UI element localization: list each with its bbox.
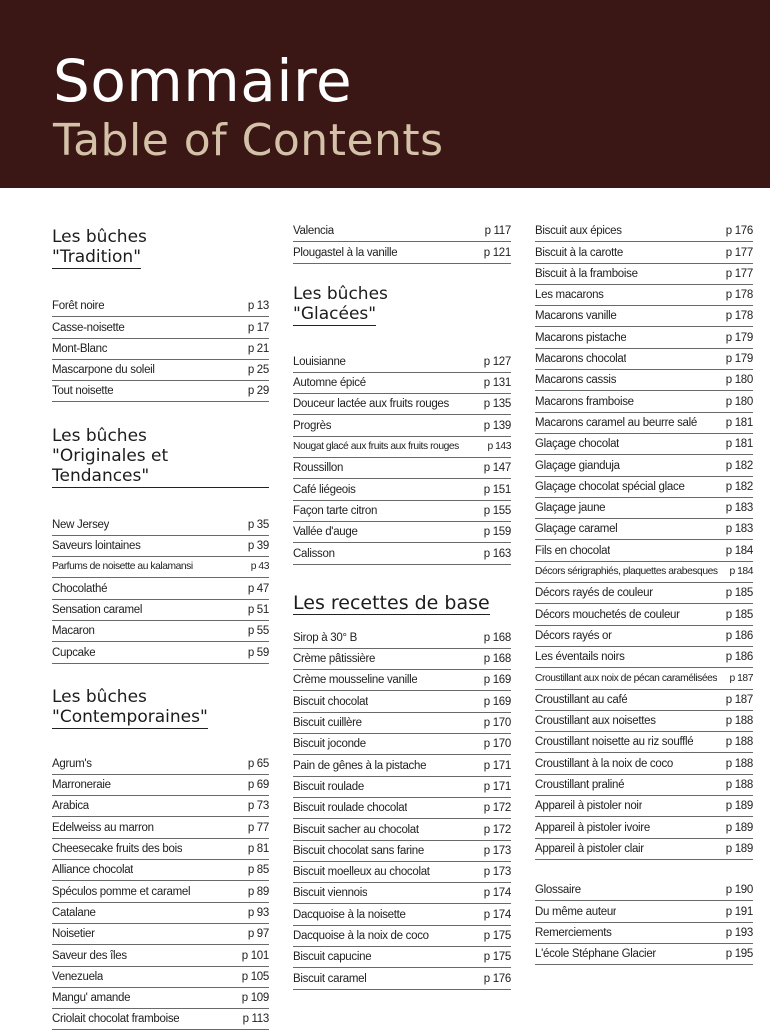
toc-entry-page: p 188 <box>725 779 753 792</box>
toc-entry[interactable] <box>535 583 753 604</box>
toc-entry-page: p 180 <box>725 395 753 408</box>
toc-entry-page: p 143 <box>487 441 511 453</box>
toc-entry-title: Décors rayés de couleur <box>535 587 653 600</box>
toc-entry-page: p 13 <box>247 300 269 313</box>
toc-entry[interactable] <box>535 242 753 263</box>
toc-entry-page: p 117 <box>484 225 511 238</box>
toc-entry-title: Saveurs lointaines <box>52 540 141 553</box>
toc-entry-title: Marroneraie <box>52 779 111 792</box>
section-heading-line: Les recettes de base <box>293 591 490 614</box>
toc-entry-page: p 163 <box>483 547 511 560</box>
section-heading-line: "Tradition" <box>52 247 142 267</box>
toc-entry-page: p 182 <box>725 480 753 493</box>
toc-entry-page: p 109 <box>241 992 269 1005</box>
toc-entry-page: p 186 <box>725 629 753 642</box>
toc-entry[interactable] <box>293 862 511 883</box>
toc-entry-page: p 168 <box>483 631 511 644</box>
toc-entry-page: p 175 <box>483 930 511 943</box>
toc-entry[interactable] <box>535 413 753 434</box>
toc-entry[interactable] <box>535 477 753 498</box>
toc-entry-title: Venezuela <box>52 970 104 983</box>
toc-entry-page: p 187 <box>729 672 753 684</box>
toc-entry-page: p 178 <box>725 310 753 323</box>
toc-entry-page: p 179 <box>725 331 753 344</box>
toc-entry-page: p 178 <box>725 289 753 302</box>
toc-section <box>293 593 511 990</box>
toc-entry-title: Glaçage gianduja <box>535 459 620 472</box>
toc-entry-page: p 195 <box>725 948 753 961</box>
toc-entry-title: Croustillant praliné <box>535 779 625 792</box>
toc-entry-page: p 39 <box>247 540 269 553</box>
section-heading-line: Les bûches <box>52 686 147 707</box>
toc-entry[interactable] <box>535 901 753 922</box>
toc-entry[interactable] <box>535 796 753 817</box>
toc-entry-page: p 176 <box>483 972 511 985</box>
toc-entry-page: p 77 <box>247 821 269 834</box>
toc-entry-page: p 188 <box>725 715 753 728</box>
header-banner <box>0 0 770 188</box>
toc-entry-title: Crème mousseline vanille <box>293 674 418 687</box>
toc-section <box>293 221 511 264</box>
toc-entry[interactable] <box>52 339 269 360</box>
toc-entry-title: Sensation caramel <box>52 603 143 616</box>
toc-entry[interactable] <box>535 880 753 901</box>
toc-entry[interactable] <box>52 945 269 966</box>
toc-entry-title: Biscuit sacher au chocolat <box>293 823 419 836</box>
toc-entry-page: p 139 <box>483 419 511 432</box>
toc-entry-title: Remerciements <box>535 926 612 939</box>
toc-entry[interactable] <box>535 753 753 774</box>
toc-entry-page: p 105 <box>241 970 269 983</box>
toc-entry[interactable] <box>535 370 753 391</box>
toc-entry-title: Biscuit viennois <box>293 887 368 900</box>
toc-entry[interactable] <box>293 670 511 691</box>
toc-entry[interactable] <box>52 839 269 860</box>
toc-entry-title: Glaçage chocolat spécial glace <box>535 480 685 493</box>
toc-entry-title: Appareil à pistoler noir <box>535 800 643 813</box>
toc-entry-title: Sirop à 30° B <box>293 631 357 644</box>
toc-entry[interactable] <box>293 221 511 242</box>
toc-entry[interactable] <box>535 668 753 689</box>
toc-entry-title: Douceur lactée aux fruits rouges <box>293 398 449 411</box>
toc-entry-title: Chocolathé <box>52 582 108 595</box>
toc-entry-title: L'école Stéphane Glacier <box>535 948 656 961</box>
toc-entry-title: Biscuit à la framboise <box>535 267 638 280</box>
toc-entry[interactable] <box>535 519 753 540</box>
toc-entry-title: Cheesecake fruits des bois <box>52 843 183 856</box>
toc-entry-page: p 127 <box>483 355 511 368</box>
toc-entry-title: Edelweiss au marron <box>52 821 154 834</box>
toc-entry[interactable] <box>52 775 269 796</box>
toc-entry-page: p 151 <box>483 483 511 496</box>
toc-entry[interactable] <box>52 967 269 988</box>
section-heading <box>293 284 511 326</box>
toc-entry[interactable] <box>293 819 511 840</box>
toc-entry-title: Macarons pistache <box>535 331 627 344</box>
toc-entry-title: Cupcake <box>52 646 96 659</box>
toc-entry[interactable] <box>535 306 753 327</box>
toc-entry-page: p 171 <box>483 759 511 772</box>
toc-entry[interactable] <box>535 540 753 561</box>
toc-entry-page: p 185 <box>725 608 753 621</box>
toc-entry-page: p 73 <box>247 800 269 813</box>
section-heading <box>293 593 511 615</box>
toc-entry[interactable] <box>293 458 511 479</box>
toc-entry-page: p 21 <box>247 342 269 355</box>
toc-entry-title: Macarons framboise <box>535 395 634 408</box>
toc-entry-page: p 101 <box>241 949 269 962</box>
toc-entry[interactable] <box>293 777 511 798</box>
toc-entry[interactable] <box>293 522 511 543</box>
toc-entry-title: New Jersey <box>52 518 110 531</box>
toc-entry[interactable] <box>535 775 753 796</box>
toc-entry-page: p 89 <box>247 885 269 898</box>
toc-entry-page: p 187 <box>725 693 753 706</box>
toc-entry[interactable] <box>293 968 511 989</box>
toc-entry-page: p 155 <box>483 504 511 517</box>
toc-entry[interactable] <box>535 327 753 348</box>
toc-entry-title: Croustillant noisette au riz soufflé <box>535 736 694 749</box>
toc-entry-page: p 113 <box>242 1013 269 1026</box>
toc-entry-title: Fils en chocolat <box>535 544 611 557</box>
toc-entry[interactable] <box>535 349 753 370</box>
toc-entry-page: p 182 <box>725 459 753 472</box>
toc-entry-title: Glaçage caramel <box>535 523 618 536</box>
toc-entry-title: Forêt noire <box>52 300 105 313</box>
toc-column-1 <box>52 221 269 1030</box>
toc-entry-page: p 47 <box>247 582 269 595</box>
toc-entry-page: p 177 <box>725 267 753 280</box>
toc-entry-title: Façon tarte citron <box>293 504 378 517</box>
toc-entry-page: p 184 <box>725 544 753 557</box>
toc-entry-page: p 17 <box>247 321 269 334</box>
toc-entry-title: Biscuit roulade <box>293 780 364 793</box>
toc-entry[interactable] <box>293 904 511 925</box>
toc-entry[interactable] <box>293 691 511 712</box>
section-heading-line: Les bûches <box>293 283 388 304</box>
toc-entry-page: p 180 <box>725 374 753 387</box>
toc-entry-title: Macaron <box>52 625 95 638</box>
toc-entry-page: p 93 <box>247 906 269 919</box>
toc-section <box>535 880 753 965</box>
section-heading <box>52 227 269 269</box>
toc-section <box>535 221 753 860</box>
toc-entry[interactable] <box>535 923 753 944</box>
toc-entry[interactable] <box>293 373 511 394</box>
toc-entry[interactable] <box>52 642 269 663</box>
toc-entry[interactable] <box>535 434 753 455</box>
toc-entry-title: Arabica <box>52 800 89 813</box>
section-heading-line: Les bûches <box>52 426 147 447</box>
toc-entry-title: Agrum's <box>52 757 92 770</box>
toc-entry[interactable] <box>52 881 269 902</box>
toc-entry-title: Mont-Blanc <box>52 342 108 355</box>
toc-entry-page: p 173 <box>483 844 511 857</box>
toc-entry-page: p 189 <box>725 800 753 813</box>
toc-entry-page: p 97 <box>247 928 269 941</box>
toc-entry-page: p 172 <box>483 823 511 836</box>
toc-entry-page: p 173 <box>483 866 511 879</box>
toc-entry-page: p 69 <box>247 779 269 792</box>
toc-entry-page: p 131 <box>483 377 511 390</box>
toc-entry[interactable] <box>293 501 511 522</box>
toc-entry-title: Mascarpone du soleil <box>52 364 155 377</box>
toc-entry-page: p 176 <box>725 225 753 238</box>
toc-entry[interactable] <box>535 944 753 965</box>
toc-entry-title: Biscuit à la carotte <box>535 246 623 259</box>
toc-entry-page: p 174 <box>483 887 511 900</box>
toc-entry[interactable] <box>52 557 269 578</box>
toc-section <box>293 284 511 565</box>
toc-entry-page: p 189 <box>725 842 753 855</box>
toc-entry-title: Décors sérigraphiés, plaquettes arabesques <box>535 566 718 578</box>
toc-entry-title: Tout noisette <box>52 385 114 398</box>
toc-entry[interactable] <box>293 479 511 500</box>
toc-entry[interactable] <box>535 732 753 753</box>
toc-entry-title: Biscuit aux épices <box>535 225 622 238</box>
toc-entry-page: p 170 <box>483 738 511 751</box>
toc-entry-title: Biscuit chocolat sans farine <box>293 844 424 857</box>
toc-entry[interactable] <box>535 562 753 583</box>
toc-entry-title: Biscuit chocolat <box>293 695 369 708</box>
toc-entry-title: Croustillant au café <box>535 693 628 706</box>
toc-entry-title: Pain de gênes à la pistache <box>293 759 427 772</box>
toc-entry[interactable] <box>52 903 269 924</box>
toc-entry-title: Vallée d'auge <box>293 526 358 539</box>
section-heading-line: Les bûches <box>52 227 147 247</box>
toc-entry[interactable] <box>293 926 511 947</box>
toc-entry[interactable] <box>535 221 753 242</box>
toc-entry[interactable] <box>535 647 753 668</box>
toc-entry-title: Alliance chocolat <box>52 864 134 877</box>
toc-entry-title: Biscuit cuillère <box>293 717 362 730</box>
toc-entry-title: Valencia <box>293 225 334 238</box>
toc-entry-page: p 184 <box>729 566 753 578</box>
toc-entry-title: Nougat glacé aux fruits aux fruits rouges <box>293 441 459 453</box>
toc-entry-title: Parfums de noisette au kalamansi <box>52 561 193 573</box>
toc-entry-page: p 135 <box>483 398 511 411</box>
toc-entry-title: Calisson <box>293 547 335 560</box>
toc-entry[interactable] <box>52 360 269 381</box>
toc-entry-page: p 172 <box>483 802 511 815</box>
toc-entry-page: p 85 <box>247 864 269 877</box>
toc-entry-title: Appareil à pistoler clair <box>535 842 644 855</box>
toc-column-3 <box>535 221 753 965</box>
toc-entry[interactable] <box>535 285 753 306</box>
toc-entry-title: Automne épicé <box>293 377 366 390</box>
toc-entry[interactable] <box>293 352 511 373</box>
toc-entry-title: Croustillant à la noix de coco <box>535 757 674 770</box>
toc-entry-page: p 147 <box>483 462 511 475</box>
toc-entry-title: Casse-noisette <box>52 321 125 334</box>
toc-entry-title: Du même auteur <box>535 905 617 918</box>
toc-entry[interactable] <box>293 841 511 862</box>
section-heading <box>52 687 269 729</box>
toc-entry-page: p 171 <box>483 780 511 793</box>
toc-entry[interactable] <box>293 734 511 755</box>
toc-entry[interactable] <box>52 514 269 535</box>
toc-entry-page: p 59 <box>247 646 269 659</box>
toc-entry[interactable] <box>293 947 511 968</box>
toc-entry[interactable] <box>293 242 511 263</box>
toc-entry-page: p 170 <box>483 717 511 730</box>
toc-entry-page: p 29 <box>247 385 269 398</box>
toc-section <box>52 227 269 402</box>
toc-entry[interactable] <box>52 600 269 621</box>
toc-entry-title: Dacquoise à la noisette <box>293 908 406 921</box>
toc-entry-page: p 169 <box>483 674 511 687</box>
toc-entry-title: Roussillon <box>293 462 344 475</box>
toc-entry-page: p 189 <box>725 821 753 834</box>
toc-entry-title: Macarons caramel au beurre salé <box>535 416 698 429</box>
toc-entry[interactable] <box>535 711 753 732</box>
toc-entry-page: p 179 <box>725 353 753 366</box>
toc-entry[interactable] <box>52 860 269 881</box>
toc-entry-title: Macarons cassis <box>535 374 617 387</box>
toc-entry-title: Louisianne <box>293 355 346 368</box>
toc-entry-title: Macarons chocolat <box>535 353 627 366</box>
toc-entry-title: Spéculos pomme et caramel <box>52 885 191 898</box>
toc-entry[interactable] <box>52 296 269 317</box>
toc-entry[interactable] <box>293 394 511 415</box>
toc-entry[interactable] <box>535 604 753 625</box>
toc-entry-page: p 81 <box>247 843 269 856</box>
toc-entry-title: Saveur des îles <box>52 949 127 962</box>
toc-entry-page: p 174 <box>483 908 511 921</box>
toc-entry-page: p 121 <box>483 246 511 259</box>
toc-entry-title: Biscuit caramel <box>293 972 367 985</box>
toc-entry[interactable] <box>293 628 511 649</box>
toc-column-2 <box>293 221 511 990</box>
toc-entry-title: Café liégeois <box>293 483 356 496</box>
toc-entry[interactable] <box>52 1009 269 1030</box>
toc-entry[interactable] <box>52 817 269 838</box>
toc-entry-title: Décors mouchetés de couleur <box>535 608 680 621</box>
toc-entry-page: p 35 <box>247 518 269 531</box>
toc-entry-page: p 181 <box>725 438 753 451</box>
toc-entry[interactable] <box>52 536 269 557</box>
toc-entry[interactable] <box>535 839 753 860</box>
toc-entry[interactable] <box>293 755 511 776</box>
toc-entry-title: Macarons vanille <box>535 310 617 323</box>
toc-entry[interactable] <box>535 817 753 838</box>
toc-entry-title: Progrès <box>293 419 332 432</box>
toc-entry[interactable] <box>52 988 269 1009</box>
toc-entry-page: p 169 <box>483 695 511 708</box>
toc-entry-title: Glaçage chocolat <box>535 438 620 451</box>
toc-entry[interactable] <box>293 437 511 458</box>
toc-entry-title: Croustillant aux noisettes <box>535 715 656 728</box>
toc-entry[interactable] <box>535 391 753 412</box>
toc-entry-page: p 65 <box>247 757 269 770</box>
toc-entry-title: Les éventails noirs <box>535 651 625 664</box>
toc-entry-page: p 191 <box>725 905 753 918</box>
toc-entry-title: Glossaire <box>535 884 581 897</box>
toc-entry[interactable] <box>52 621 269 642</box>
toc-entry-title: Appareil à pistoler ivoire <box>535 821 650 834</box>
toc-entry-title: Biscuit moelleux au chocolat <box>293 866 430 879</box>
section-heading-line: "Originales et Tendances" <box>52 446 269 488</box>
toc-entry[interactable] <box>52 317 269 338</box>
toc-entry[interactable] <box>52 578 269 599</box>
toc-entry-page: p 185 <box>725 587 753 600</box>
toc-entry-page: p 183 <box>725 502 753 515</box>
toc-entry-page: p 177 <box>725 246 753 259</box>
section-heading-line: "Contemporaines" <box>52 706 208 727</box>
toc-entry-title: Biscuit joconde <box>293 738 366 751</box>
toc-entry[interactable] <box>293 798 511 819</box>
toc-entry[interactable] <box>293 713 511 734</box>
toc-entry-title: Biscuit roulade chocolat <box>293 802 408 815</box>
toc-section <box>52 687 269 1030</box>
toc-entry-page: p 186 <box>725 651 753 664</box>
toc-entry-title: Plougastel à la vanille <box>293 246 398 259</box>
toc-entry-title: Croustillant aux noix de pécan caramélisées <box>535 672 718 684</box>
toc-entry-title: Biscuit capucine <box>293 951 372 964</box>
toc-entry[interactable] <box>535 690 753 711</box>
toc-entry-page: p 188 <box>725 736 753 749</box>
toc-entry-page: p 175 <box>483 951 511 964</box>
toc-entry-page: p 188 <box>725 757 753 770</box>
toc-entry[interactable] <box>535 498 753 519</box>
toc-entry-title: Les macarons <box>535 289 604 302</box>
toc-entry-title: Dacquoise à la noix de coco <box>293 930 429 943</box>
toc-entry-page: p 55 <box>247 625 269 638</box>
toc-entry-page: p 183 <box>725 523 753 536</box>
toc-entry[interactable] <box>52 381 269 402</box>
toc-entry[interactable] <box>52 796 269 817</box>
toc-entry-page: p 193 <box>725 926 753 939</box>
section-heading-line: "Glacées" <box>293 303 377 324</box>
toc-entry[interactable] <box>293 415 511 436</box>
toc-entry[interactable] <box>52 924 269 945</box>
toc-entry-page: p 190 <box>725 884 753 897</box>
toc-entry[interactable] <box>293 883 511 904</box>
toc-entry-title: Criolait chocolat framboise <box>52 1013 180 1026</box>
toc-entry-title: Mangu' amande <box>52 992 131 1005</box>
toc-entry-title: Noisetier <box>52 928 95 941</box>
toc-entry-title: Crème pâtissière <box>293 653 376 666</box>
page-subtitle: Table of Contents <box>53 115 444 166</box>
toc-entry[interactable] <box>535 626 753 647</box>
toc-entry-page: p 25 <box>247 364 269 377</box>
toc-entry-page: p 159 <box>483 526 511 539</box>
toc-entry[interactable] <box>535 264 753 285</box>
toc-entry-page: p 168 <box>483 653 511 666</box>
toc-entry[interactable] <box>293 649 511 670</box>
toc-entry-title: Décors rayés or <box>535 629 612 642</box>
toc-entry[interactable] <box>52 754 269 775</box>
toc-entry-page: p 181 <box>725 416 753 429</box>
toc-entry[interactable] <box>535 455 753 476</box>
toc-section <box>52 426 269 663</box>
toc-entry[interactable] <box>293 543 511 564</box>
toc-entry-page: p 43 <box>250 561 269 573</box>
section-heading <box>52 426 269 488</box>
toc-entry-page: p 51 <box>247 603 269 616</box>
toc-entry-title: Glaçage jaune <box>535 502 606 515</box>
toc-entry-title: Catalane <box>52 906 96 919</box>
page-title: Sommaire <box>53 47 353 115</box>
